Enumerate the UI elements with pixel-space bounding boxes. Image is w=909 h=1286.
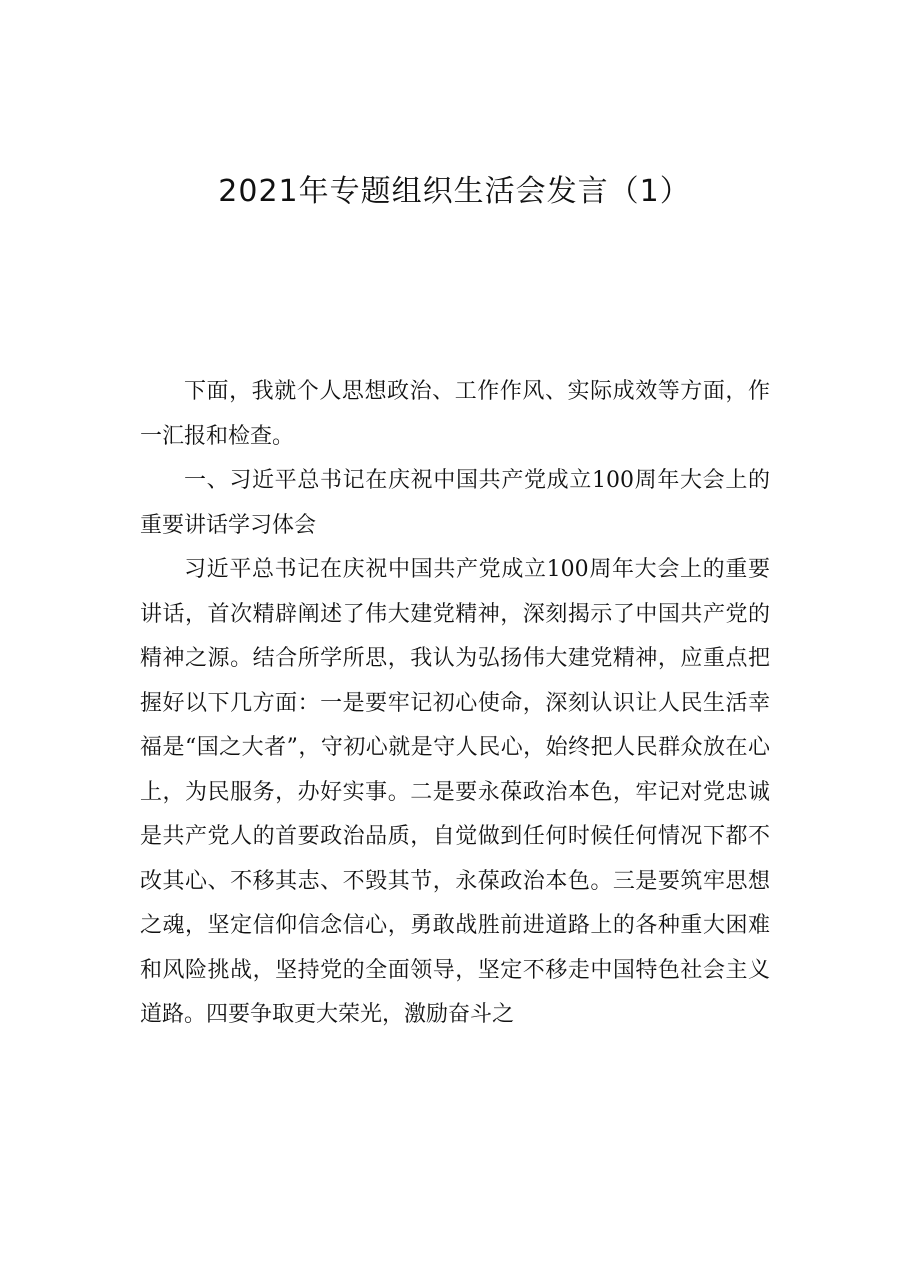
section-heading-1: 一、习近平总书记在庆祝中国共产党成立100周年大会上的重要讲话学习体会 — [140, 468, 770, 538]
document-title: 2021年专题组织生活会发言（1） — [218, 174, 691, 209]
paragraph-section-1: 习近平总书记在庆祝中国共产党成立100周年大会上的重要讲话，首次精辟阐述了伟大建党精神，深刻揭示了中国共产党的精神之源。结合所学所思，我认为弘扬伟大建党精神，应重点把握好以下几方面：一是要牢记初心使命，深刻认识让人民生活幸福是“国之大者”，守初心就是守人民心，始终把人民群众放在心上，为民服务，办好实事。二是要永葆政治本色，牢记对党忠诚是共产党人的首要政治品质，自觉做到任何时候任何情况下都不改其心、不移其志、不毁其节，永葆政治本色。三是要筑牢思想之魂，坚定信仰信念信心，勇敢战胜前进道路上的各种重大困难和风险挑战，坚持党的全面领导，坚定不移走中国特色社会主义道路。四要争取更大荣光，激励奋斗之 — [140, 557, 770, 1027]
document-body — [140, 370, 770, 1038]
paragraph-intro: 下面，我就个人思想政治、工作作风、实际成效等方面，作一汇报和检查。 — [140, 379, 770, 449]
